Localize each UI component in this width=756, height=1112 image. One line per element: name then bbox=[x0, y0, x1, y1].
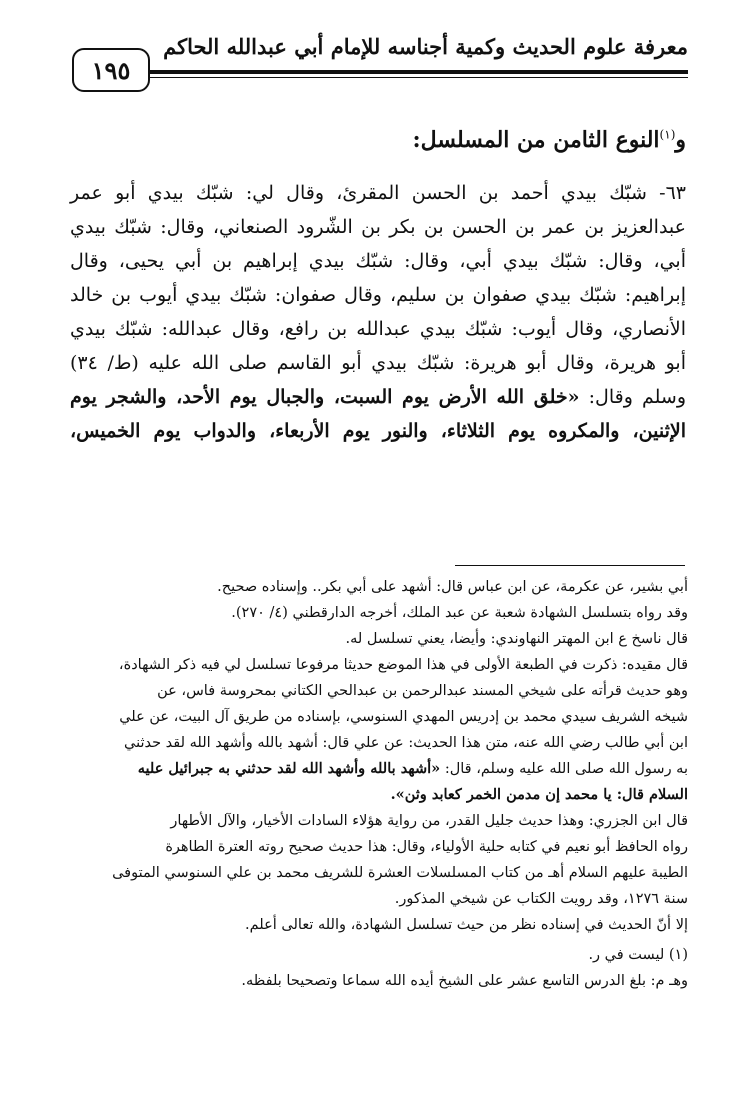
page-number-box bbox=[72, 48, 150, 92]
footnote-normal: به رسول الله صلى الله عليه وسلم، قال: bbox=[440, 761, 688, 777]
main-line: أبي، وقال: شبّك بيدي أبي، وقال: شبّك بيدي إبراهيم بن أبي يحيى، وقال bbox=[70, 250, 686, 272]
footnote-reference: (١) bbox=[659, 127, 676, 142]
main-line: إبراهيم: شبّك بيدي صفوان بن سليم، وقال صفوان: شبّك بيدي أيوب بن خالد bbox=[70, 284, 686, 306]
main-line bbox=[70, 380, 686, 414]
footnote-line: ابن أبي طالب رضي الله عنه، متن هذا الحديث: عن علي قال: أشهد بالله وأشهد الله لقد حدثني bbox=[123, 735, 688, 751]
footnote-line: قال ناسخ ع ابن المهتر النهاوندي: وأيضا، يعني تسلسل له. bbox=[345, 631, 688, 647]
main-line-normal: وسلم وقال: bbox=[579, 386, 686, 408]
footnote-hadith: «أشهد بالله وأشهد الله لقد حدثني به جبرائيل عليه bbox=[137, 760, 441, 777]
page-header bbox=[70, 30, 690, 94]
main-text bbox=[70, 176, 686, 448]
footnote-line: إلا أنّ الحديث في إسناده نظر من حيث تسلسل الشهادة، والله تعالى أعلم. bbox=[245, 917, 688, 933]
header-rule-thick bbox=[148, 70, 688, 74]
page-number: ١٩٥ bbox=[91, 55, 131, 85]
footnote-line: شيخه الشريف سيدي محمد بن إدريس المهدي السنوسي، بإسناده من طريق آل البيت، عن علي bbox=[119, 709, 688, 725]
footnote-separator bbox=[455, 565, 685, 566]
running-title: معرفة علوم الحديث وكمية أجناسه للإمام أبي عبدالله الحاكم bbox=[163, 34, 688, 59]
footnote-line: وقد رواه بتسلسل الشهادة شعبة عن عبد الملك، أخرجه الدارقطني (٤/ ٢٧٠). bbox=[231, 605, 688, 621]
main-line: أبو هريرة، وقال أبو هريرة: شبّك بيدي أبو القاسم صلى الله عليه (ط/ ٣٤) bbox=[70, 352, 686, 374]
footnote-line: رواه الحافظ أبو نعيم في كتابه حلية الأولياء، وقال: هذا حديث صحيح روته العترة الطاهرة bbox=[165, 839, 688, 855]
section-heading bbox=[70, 127, 686, 153]
main-line: عبدالعزيز بن عمر بن الحسن بن بكر بن الشّرود الصنعاني، وقال: شبّك بيدي bbox=[70, 216, 686, 238]
main-line: الأنصاري، وقال أيوب: شبّك بيدي عبدالله بن رافع، وقال عبدالله: شبّك بيدي bbox=[70, 318, 686, 340]
main-line: ٦٣- شبّك بيدي أحمد بن الحسن المقرئ، وقال لي: شبّك بيدي أبو عمر bbox=[70, 182, 686, 204]
hadith-text-continued: الإثنين، والمكروه يوم الثلاثاء، والنور يوم الأربعاء، والدواب يوم الخميس، bbox=[70, 420, 686, 442]
hadith-text: «خلق الله الأرض يوم السبت، والجبال يوم الأحد، والشجر يوم bbox=[70, 386, 580, 408]
footnote-line: الطيبة عليهم السلام أهـ من كتاب المسلسلات العشرة للشريف محمد بن علي السنوسي المتوفى bbox=[112, 865, 688, 881]
footnote-line bbox=[68, 756, 688, 782]
manuscript-note: وهـ م: بلغ الدرس التاسع عشر على الشيخ أيده الله سماعا وتصحيحا بلفظه. bbox=[241, 973, 688, 989]
header-rule-thin bbox=[148, 77, 688, 78]
heading-text: النوع الثامن من المسلسل: bbox=[412, 127, 660, 153]
footnotes bbox=[68, 574, 688, 994]
footnote-1: (١) ليست في ر. bbox=[588, 947, 688, 963]
footnote-line: سنة ١٢٧٦، وقد رويت الكتاب عن شيخي المذكور. bbox=[394, 891, 688, 907]
footnote-line: قال مقيده: ذكرت في الطبعة الأولى في هذا الموضع حديثا مرفوعا تسلسل لي فيه ذكر الشهادة، bbox=[118, 657, 688, 673]
footnote-hadith-continued: السلام قال: يا محمد إن مدمن الخمر كعابد وثن». bbox=[390, 786, 688, 803]
heading-prefix: و bbox=[675, 127, 686, 153]
footnote-line: قال ابن الجزري: وهذا حديث جليل القدر، من رواية هؤلاء السادات الأخيار، والآل الأطهار bbox=[170, 813, 688, 829]
footnote-line: أبي بشير، عن عكرمة، عن ابن عباس قال: أشهد على أبي بكر.. وإسناده صحيح. bbox=[217, 579, 688, 595]
footnote-line: وهو حديث قرأته على شيخي المسند عبدالرحمن بن عبدالحي الكتاني بمحروسة فاس، عن bbox=[157, 683, 688, 699]
